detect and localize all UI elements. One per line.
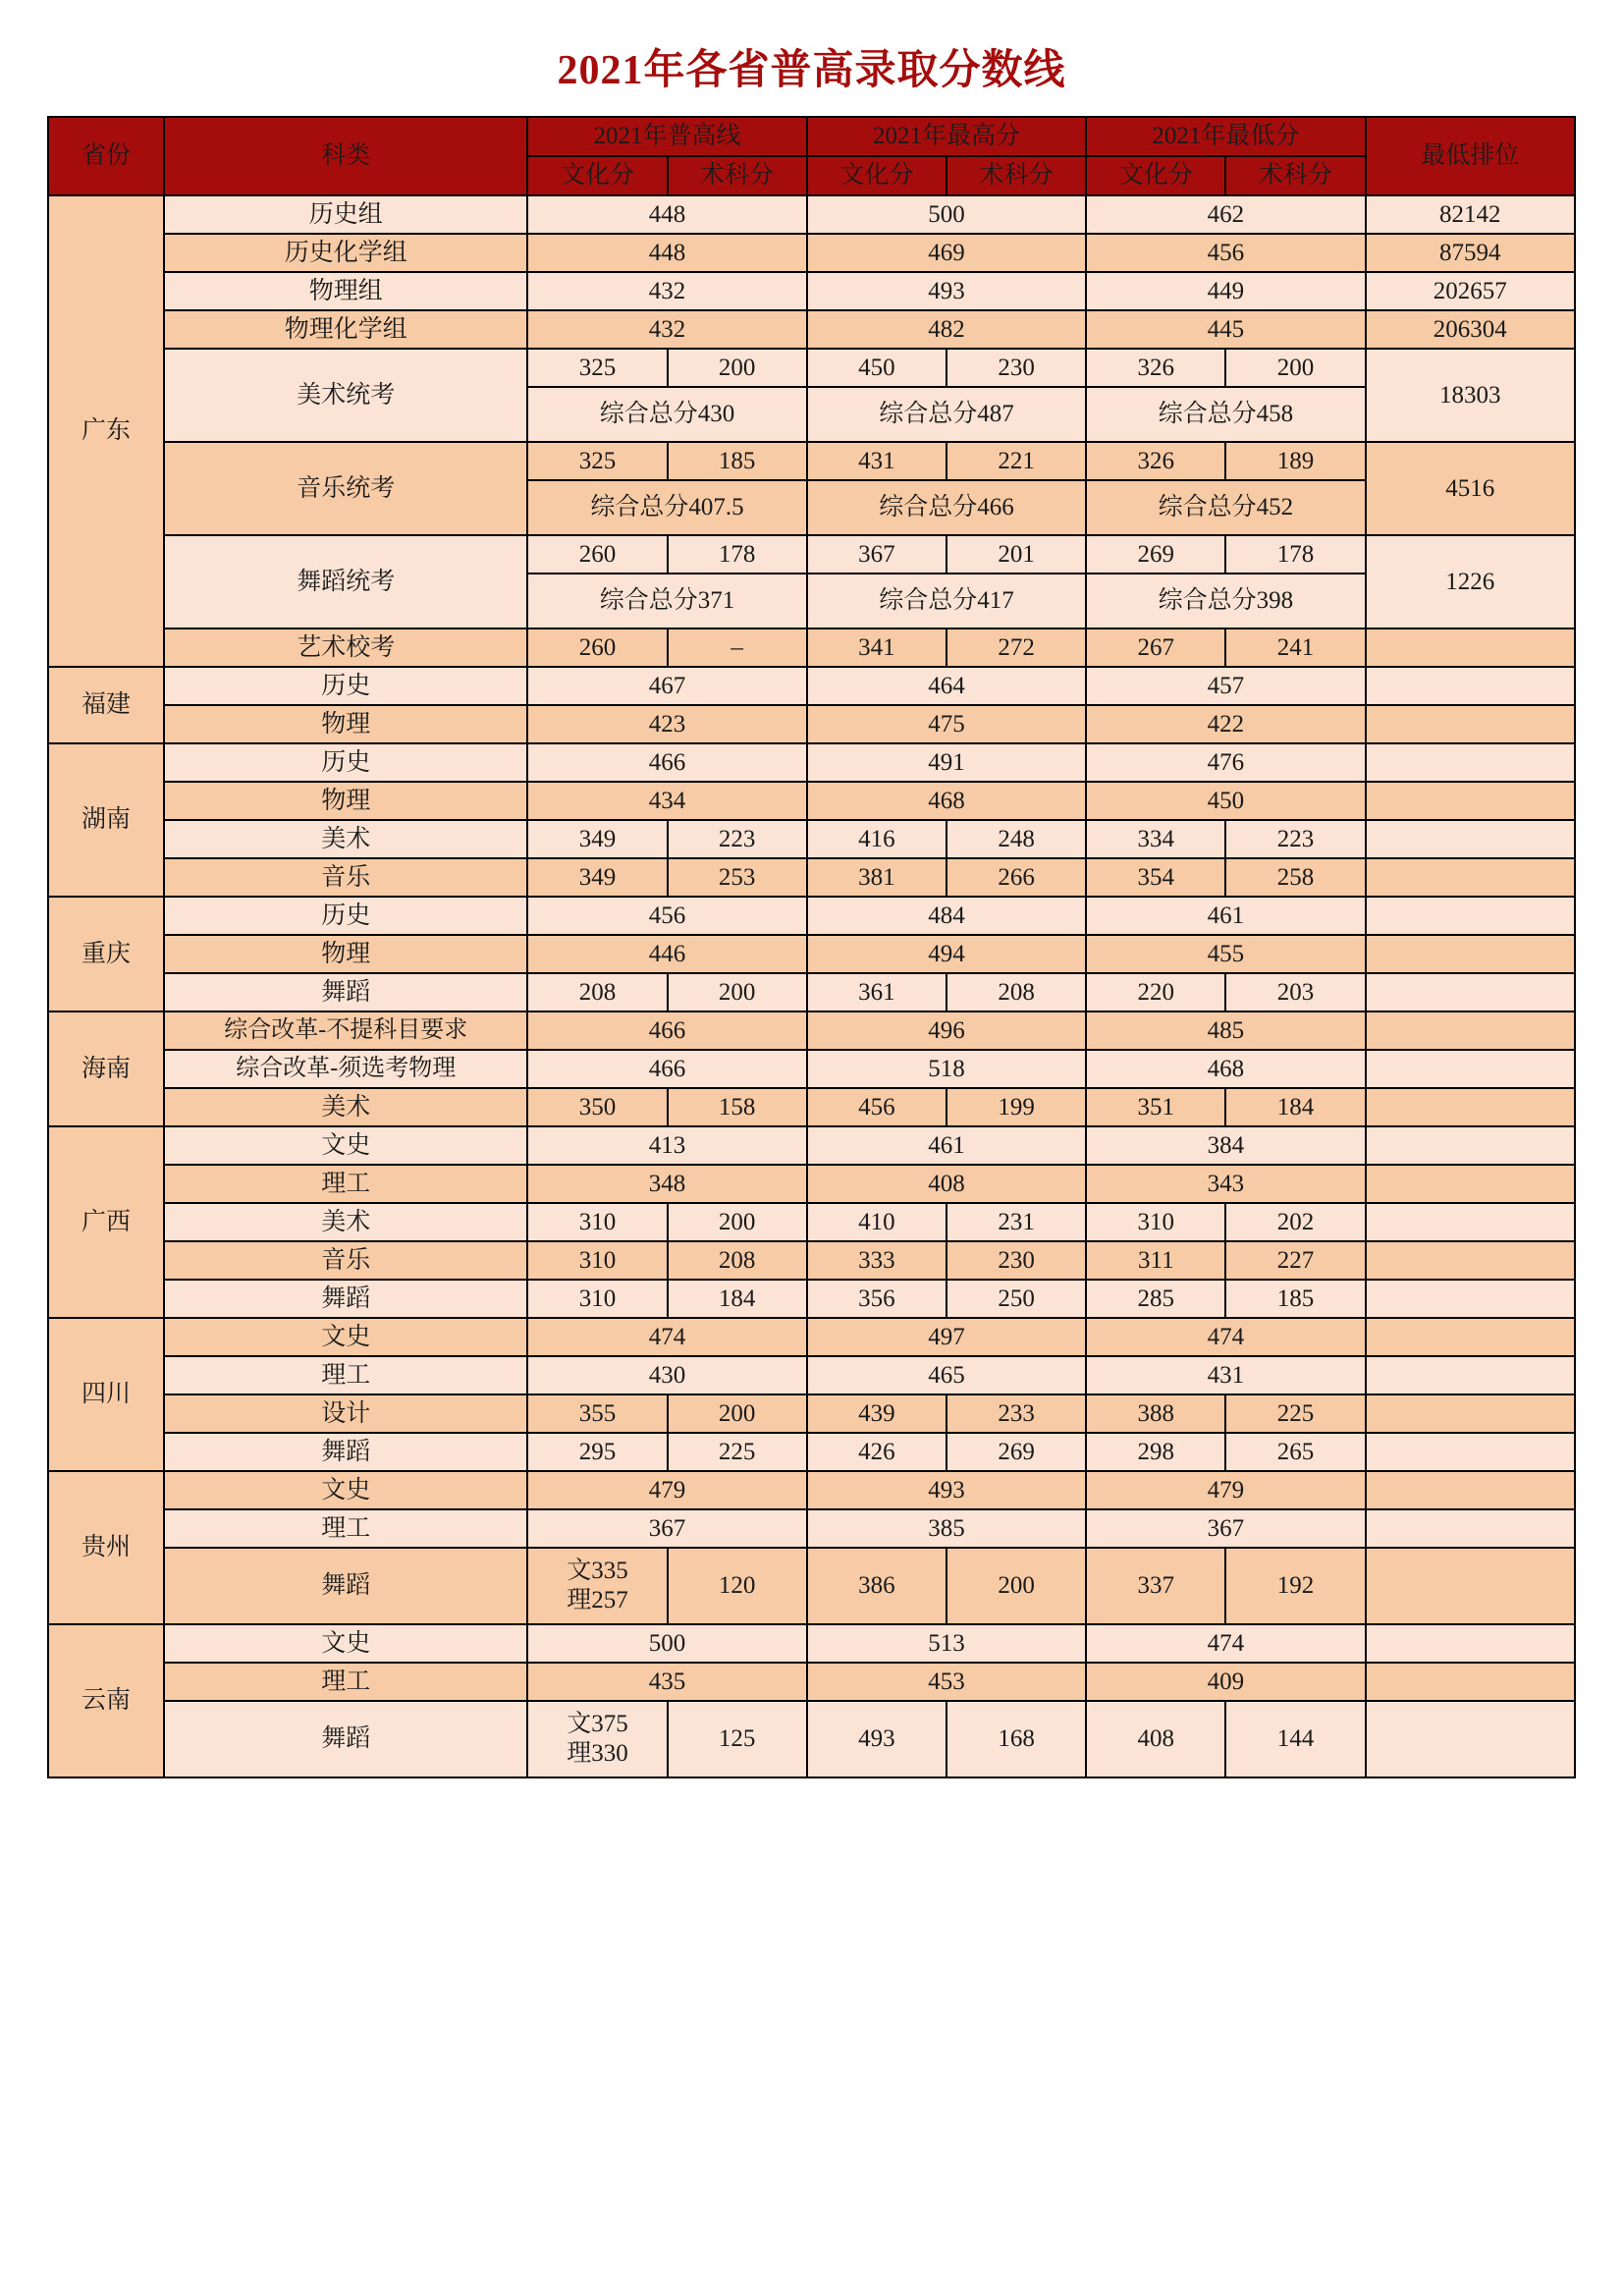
lowest-art-cell: 192 — [1225, 1548, 1365, 1624]
highest-score-cell: 468 — [807, 782, 1086, 820]
line-score-cell: 423 — [527, 705, 806, 743]
rank-cell — [1366, 1548, 1575, 1624]
rank-cell — [1366, 1624, 1575, 1663]
rank-cell: 87594 — [1366, 234, 1575, 272]
lowest-score-cell: 476 — [1086, 743, 1365, 782]
line-score-cell: 448 — [527, 195, 806, 234]
header-group-low: 2021年最低分 — [1086, 117, 1365, 156]
highest-score-cell: 518 — [807, 1050, 1086, 1088]
highest-culture-cell: 341 — [807, 629, 947, 667]
table-row — [48, 858, 1575, 897]
rank-cell — [1366, 935, 1575, 973]
line-total-cell: 综合总分430 — [527, 387, 806, 442]
table-row — [48, 1509, 1575, 1548]
category-cell: 音乐 — [164, 858, 527, 897]
lowest-score-cell: 462 — [1086, 195, 1365, 234]
category-cell: 综合改革-不提科目要求 — [164, 1011, 527, 1050]
category-cell: 历史组 — [164, 195, 527, 234]
rank-cell — [1366, 820, 1575, 858]
highest-culture-cell: 386 — [807, 1548, 947, 1624]
lowest-score-cell: 422 — [1086, 705, 1365, 743]
lowest-score-cell: 455 — [1086, 935, 1365, 973]
table-row — [48, 1471, 1575, 1509]
rank-cell — [1366, 629, 1575, 667]
rank-cell: 82142 — [1366, 195, 1575, 234]
line-culture-cell: 355 — [527, 1394, 667, 1433]
category-cell: 物理 — [164, 782, 527, 820]
highest-score-cell: 461 — [807, 1126, 1086, 1165]
table-row — [48, 442, 1575, 480]
province-cell: 福建 — [48, 667, 164, 743]
header-low-culture: 文化分 — [1086, 156, 1225, 195]
category-cell: 文史 — [164, 1126, 527, 1165]
table-row — [48, 272, 1575, 310]
lowest-art-cell: 200 — [1225, 349, 1365, 387]
highest-score-cell: 465 — [807, 1356, 1086, 1394]
lowest-score-cell: 456 — [1086, 234, 1365, 272]
highest-art-cell: 208 — [947, 973, 1086, 1011]
lowest-score-cell: 450 — [1086, 782, 1365, 820]
line-culture-cell: 文375 理330 — [527, 1701, 667, 1777]
table-row — [48, 535, 1575, 574]
table-row — [48, 1394, 1575, 1433]
table-row — [48, 1624, 1575, 1663]
category-cell: 历史化学组 — [164, 234, 527, 272]
table-container — [0, 116, 1623, 1778]
highest-score-cell: 385 — [807, 1509, 1086, 1548]
lowest-culture-cell: 354 — [1086, 858, 1225, 897]
highest-culture-cell: 367 — [807, 535, 947, 574]
category-cell: 美术统考 — [164, 349, 527, 442]
header-group-high: 2021年最高分 — [807, 117, 1086, 156]
line-art-cell: 125 — [668, 1701, 807, 1777]
category-cell: 理工 — [164, 1509, 527, 1548]
rank-cell — [1366, 1356, 1575, 1394]
highest-total-cell: 综合总分417 — [807, 574, 1086, 629]
province-cell: 贵州 — [48, 1471, 164, 1624]
line-total-cell: 综合总分407.5 — [527, 480, 806, 535]
table-row — [48, 820, 1575, 858]
header-province: 省份 — [48, 117, 164, 195]
lowest-score-cell: 445 — [1086, 310, 1365, 349]
category-cell: 美术 — [164, 1088, 527, 1126]
highest-score-cell: 500 — [807, 195, 1086, 234]
table-row — [48, 310, 1575, 349]
category-cell: 美术 — [164, 1203, 527, 1241]
header-row-groups — [48, 117, 1575, 156]
lowest-culture-cell: 220 — [1086, 973, 1225, 1011]
line-score-cell: 413 — [527, 1126, 806, 1165]
category-cell: 设计 — [164, 1394, 527, 1433]
rank-cell — [1366, 1663, 1575, 1701]
line-score-cell: 435 — [527, 1663, 806, 1701]
lowest-art-cell: 185 — [1225, 1280, 1365, 1318]
lowest-culture-cell: 408 — [1086, 1701, 1225, 1777]
line-art-cell: 185 — [668, 442, 807, 480]
highest-score-cell: 496 — [807, 1011, 1086, 1050]
line-culture-cell: 310 — [527, 1241, 667, 1280]
table-row — [48, 1548, 1575, 1624]
category-cell: 舞蹈 — [164, 1701, 527, 1777]
highest-total-cell: 综合总分466 — [807, 480, 1086, 535]
header-low-art: 术科分 — [1225, 156, 1365, 195]
province-cell: 海南 — [48, 1011, 164, 1126]
line-culture-cell: 208 — [527, 973, 667, 1011]
province-cell: 广西 — [48, 1126, 164, 1318]
lowest-art-cell: 184 — [1225, 1088, 1365, 1126]
page-title: 2021年各省普高录取分数线 — [557, 48, 1066, 93]
admission-scores-table — [47, 116, 1576, 1778]
table-row — [48, 897, 1575, 935]
line-score-cell: 467 — [527, 667, 806, 705]
line-score-cell: 500 — [527, 1624, 806, 1663]
lowest-art-cell: 189 — [1225, 442, 1365, 480]
lowest-art-cell: 223 — [1225, 820, 1365, 858]
line-culture-cell: 文335 理257 — [527, 1548, 667, 1624]
table-row — [48, 1280, 1575, 1318]
lowest-art-cell: 178 — [1225, 535, 1365, 574]
table-row — [48, 1663, 1575, 1701]
table-body — [48, 195, 1575, 1777]
category-cell: 物理 — [164, 705, 527, 743]
line-culture-cell: 325 — [527, 349, 667, 387]
line-score-cell: 430 — [527, 1356, 806, 1394]
table-row — [48, 1433, 1575, 1471]
highest-score-cell: 493 — [807, 1471, 1086, 1509]
line-art-cell: 200 — [668, 349, 807, 387]
table-row — [48, 1165, 1575, 1203]
rank-cell — [1366, 1509, 1575, 1548]
table-row — [48, 349, 1575, 387]
line-art-cell: 208 — [668, 1241, 807, 1280]
highest-art-cell: 269 — [947, 1433, 1086, 1471]
category-cell: 文史 — [164, 1471, 527, 1509]
line-art-cell: 178 — [668, 535, 807, 574]
rank-cell — [1366, 1126, 1575, 1165]
lowest-score-cell: 461 — [1086, 897, 1365, 935]
lowest-culture-cell: 267 — [1086, 629, 1225, 667]
category-cell: 舞蹈 — [164, 1548, 527, 1624]
rank-cell — [1366, 1241, 1575, 1280]
lowest-culture-cell: 337 — [1086, 1548, 1225, 1624]
table-row — [48, 667, 1575, 705]
category-cell: 舞蹈 — [164, 1433, 527, 1471]
highest-score-cell: 469 — [807, 234, 1086, 272]
category-cell: 历史 — [164, 743, 527, 782]
lowest-culture-cell: 388 — [1086, 1394, 1225, 1433]
highest-score-cell: 491 — [807, 743, 1086, 782]
category-cell: 舞蹈 — [164, 973, 527, 1011]
province-cell: 四川 — [48, 1318, 164, 1471]
line-art-cell: 223 — [668, 820, 807, 858]
rank-cell: 1226 — [1366, 535, 1575, 629]
line-score-cell: 456 — [527, 897, 806, 935]
highest-score-cell: 464 — [807, 667, 1086, 705]
lowest-score-cell: 343 — [1086, 1165, 1365, 1203]
highest-culture-cell: 431 — [807, 442, 947, 480]
line-score-cell: 432 — [527, 272, 806, 310]
lowest-score-cell: 431 — [1086, 1356, 1365, 1394]
table-row — [48, 705, 1575, 743]
lowest-culture-cell: 269 — [1086, 535, 1225, 574]
highest-culture-cell: 356 — [807, 1280, 947, 1318]
line-culture-cell: 310 — [527, 1280, 667, 1318]
rank-cell — [1366, 1088, 1575, 1126]
lowest-culture-cell: 310 — [1086, 1203, 1225, 1241]
lowest-score-cell: 479 — [1086, 1471, 1365, 1509]
header-line-art: 术科分 — [668, 156, 807, 195]
category-cell: 历史 — [164, 667, 527, 705]
rank-cell — [1366, 1011, 1575, 1050]
table-row — [48, 935, 1575, 973]
line-score-cell: 432 — [527, 310, 806, 349]
line-score-cell: 348 — [527, 1165, 806, 1203]
line-art-cell: 200 — [668, 1203, 807, 1241]
category-cell: 文史 — [164, 1318, 527, 1356]
rank-cell — [1366, 705, 1575, 743]
category-cell: 舞蹈 — [164, 1280, 527, 1318]
highest-art-cell: 201 — [947, 535, 1086, 574]
table-header — [48, 117, 1575, 195]
line-score-cell: 448 — [527, 234, 806, 272]
highest-score-cell: 484 — [807, 897, 1086, 935]
category-cell: 音乐 — [164, 1241, 527, 1280]
highest-art-cell: 221 — [947, 442, 1086, 480]
rank-cell — [1366, 667, 1575, 705]
category-cell: 艺术校考 — [164, 629, 527, 667]
highest-art-cell: 230 — [947, 1241, 1086, 1280]
line-score-cell: 474 — [527, 1318, 806, 1356]
table-row — [48, 743, 1575, 782]
line-art-cell: 200 — [668, 973, 807, 1011]
province-cell: 湖南 — [48, 743, 164, 897]
category-cell: 理工 — [164, 1356, 527, 1394]
line-score-cell: 466 — [527, 1011, 806, 1050]
category-cell: 物理化学组 — [164, 310, 527, 349]
header-rank: 最低排位 — [1366, 117, 1575, 195]
header-line-culture: 文化分 — [527, 156, 667, 195]
province-cell: 重庆 — [48, 897, 164, 1011]
lowest-art-cell: 265 — [1225, 1433, 1365, 1471]
line-culture-cell: 260 — [527, 535, 667, 574]
highest-art-cell: 231 — [947, 1203, 1086, 1241]
lowest-score-cell: 384 — [1086, 1126, 1365, 1165]
line-art-cell: 200 — [668, 1394, 807, 1433]
lowest-culture-cell: 285 — [1086, 1280, 1225, 1318]
rank-cell — [1366, 1280, 1575, 1318]
header-category: 科类 — [164, 117, 527, 195]
rank-cell — [1366, 973, 1575, 1011]
lowest-art-cell: 203 — [1225, 973, 1365, 1011]
highest-art-cell: 199 — [947, 1088, 1086, 1126]
category-cell: 美术 — [164, 820, 527, 858]
line-total-cell: 综合总分371 — [527, 574, 806, 629]
line-score-cell: 466 — [527, 1050, 806, 1088]
category-cell: 物理组 — [164, 272, 527, 310]
highest-culture-cell: 450 — [807, 349, 947, 387]
highest-art-cell: 233 — [947, 1394, 1086, 1433]
category-cell: 理工 — [164, 1663, 527, 1701]
highest-art-cell: 250 — [947, 1280, 1086, 1318]
header-high-art: 术科分 — [947, 156, 1086, 195]
province-cell: 广东 — [48, 195, 164, 667]
lowest-score-cell: 409 — [1086, 1663, 1365, 1701]
highest-culture-cell: 426 — [807, 1433, 947, 1471]
table-row — [48, 1241, 1575, 1280]
table-row — [48, 973, 1575, 1011]
table-row — [48, 1050, 1575, 1088]
lowest-culture-cell: 326 — [1086, 349, 1225, 387]
line-culture-cell: 325 — [527, 442, 667, 480]
highest-culture-cell: 333 — [807, 1241, 947, 1280]
rank-cell: 206304 — [1366, 310, 1575, 349]
category-cell: 综合改革-须选考物理 — [164, 1050, 527, 1088]
rank-cell — [1366, 782, 1575, 820]
highest-culture-cell: 361 — [807, 973, 947, 1011]
highest-score-cell: 482 — [807, 310, 1086, 349]
highest-score-cell: 494 — [807, 935, 1086, 973]
province-cell: 云南 — [48, 1624, 164, 1777]
rank-cell — [1366, 1433, 1575, 1471]
rank-cell — [1366, 1318, 1575, 1356]
line-art-cell: 253 — [668, 858, 807, 897]
line-art-cell: 225 — [668, 1433, 807, 1471]
rank-cell — [1366, 1165, 1575, 1203]
rank-cell: 18303 — [1366, 349, 1575, 442]
rank-cell — [1366, 1471, 1575, 1509]
highest-score-cell: 513 — [807, 1624, 1086, 1663]
table-row — [48, 1356, 1575, 1394]
table-row — [48, 1011, 1575, 1050]
highest-culture-cell: 381 — [807, 858, 947, 897]
header-group-line: 2021年普高线 — [527, 117, 806, 156]
line-culture-cell: 349 — [527, 858, 667, 897]
category-cell: 舞蹈统考 — [164, 535, 527, 629]
lowest-art-cell: 225 — [1225, 1394, 1365, 1433]
lowest-score-cell: 367 — [1086, 1509, 1365, 1548]
lowest-culture-cell: 334 — [1086, 820, 1225, 858]
highest-art-cell: 272 — [947, 629, 1086, 667]
line-culture-cell: 350 — [527, 1088, 667, 1126]
highest-score-cell: 475 — [807, 705, 1086, 743]
table-row — [48, 1126, 1575, 1165]
table-row — [48, 1701, 1575, 1777]
category-cell: 理工 — [164, 1165, 527, 1203]
lowest-score-cell: 457 — [1086, 667, 1365, 705]
lowest-score-cell: 474 — [1086, 1624, 1365, 1663]
category-cell: 文史 — [164, 1624, 527, 1663]
line-culture-cell: 295 — [527, 1433, 667, 1471]
lowest-culture-cell: 311 — [1086, 1241, 1225, 1280]
line-art-cell: 120 — [668, 1548, 807, 1624]
lowest-culture-cell: 298 — [1086, 1433, 1225, 1471]
lowest-art-cell: 202 — [1225, 1203, 1365, 1241]
table-row — [48, 1203, 1575, 1241]
highest-art-cell: 230 — [947, 349, 1086, 387]
rank-cell — [1366, 897, 1575, 935]
category-cell: 历史 — [164, 897, 527, 935]
highest-art-cell: 168 — [947, 1701, 1086, 1777]
line-score-cell: 367 — [527, 1509, 806, 1548]
highest-art-cell: 200 — [947, 1548, 1086, 1624]
highest-score-cell: 497 — [807, 1318, 1086, 1356]
highest-total-cell: 综合总分487 — [807, 387, 1086, 442]
rank-cell — [1366, 743, 1575, 782]
highest-art-cell: 248 — [947, 820, 1086, 858]
line-art-cell: 184 — [668, 1280, 807, 1318]
highest-culture-cell: 416 — [807, 820, 947, 858]
highest-culture-cell: 439 — [807, 1394, 947, 1433]
lowest-score-cell: 485 — [1086, 1011, 1365, 1050]
rank-cell — [1366, 1394, 1575, 1433]
table-row — [48, 1088, 1575, 1126]
category-cell: 音乐统考 — [164, 442, 527, 535]
highest-score-cell: 453 — [807, 1663, 1086, 1701]
rank-cell — [1366, 1701, 1575, 1777]
lowest-culture-cell: 351 — [1086, 1088, 1225, 1126]
lowest-art-cell: 241 — [1225, 629, 1365, 667]
lowest-total-cell: 综合总分398 — [1086, 574, 1365, 629]
highest-score-cell: 493 — [807, 272, 1086, 310]
lowest-total-cell: 综合总分458 — [1086, 387, 1365, 442]
line-score-cell: 446 — [527, 935, 806, 973]
lowest-art-cell: 227 — [1225, 1241, 1365, 1280]
lowest-score-cell: 468 — [1086, 1050, 1365, 1088]
rank-cell — [1366, 1203, 1575, 1241]
lowest-score-cell: 474 — [1086, 1318, 1365, 1356]
table-row — [48, 234, 1575, 272]
table-row — [48, 782, 1575, 820]
table-row — [48, 1318, 1575, 1356]
table-row — [48, 195, 1575, 234]
line-culture-cell: 349 — [527, 820, 667, 858]
rank-cell — [1366, 1050, 1575, 1088]
lowest-score-cell: 449 — [1086, 272, 1365, 310]
table-row — [48, 629, 1575, 667]
highest-score-cell: 408 — [807, 1165, 1086, 1203]
line-art-cell: 158 — [668, 1088, 807, 1126]
line-culture-cell: 260 — [527, 629, 667, 667]
line-score-cell: 479 — [527, 1471, 806, 1509]
highest-culture-cell: 456 — [807, 1088, 947, 1126]
rank-cell: 202657 — [1366, 272, 1575, 310]
header-high-culture: 文化分 — [807, 156, 947, 195]
line-score-cell: 466 — [527, 743, 806, 782]
rank-cell: 4516 — [1366, 442, 1575, 535]
highest-art-cell: 266 — [947, 858, 1086, 897]
lowest-art-cell: 258 — [1225, 858, 1365, 897]
lowest-art-cell: 144 — [1225, 1701, 1365, 1777]
line-art-cell: – — [668, 629, 807, 667]
rank-cell — [1366, 858, 1575, 897]
line-score-cell: 434 — [527, 782, 806, 820]
lowest-total-cell: 综合总分452 — [1086, 480, 1365, 535]
category-cell: 物理 — [164, 935, 527, 973]
line-culture-cell: 310 — [527, 1203, 667, 1241]
highest-culture-cell: 410 — [807, 1203, 947, 1241]
highest-culture-cell: 493 — [807, 1701, 947, 1777]
lowest-culture-cell: 326 — [1086, 442, 1225, 480]
